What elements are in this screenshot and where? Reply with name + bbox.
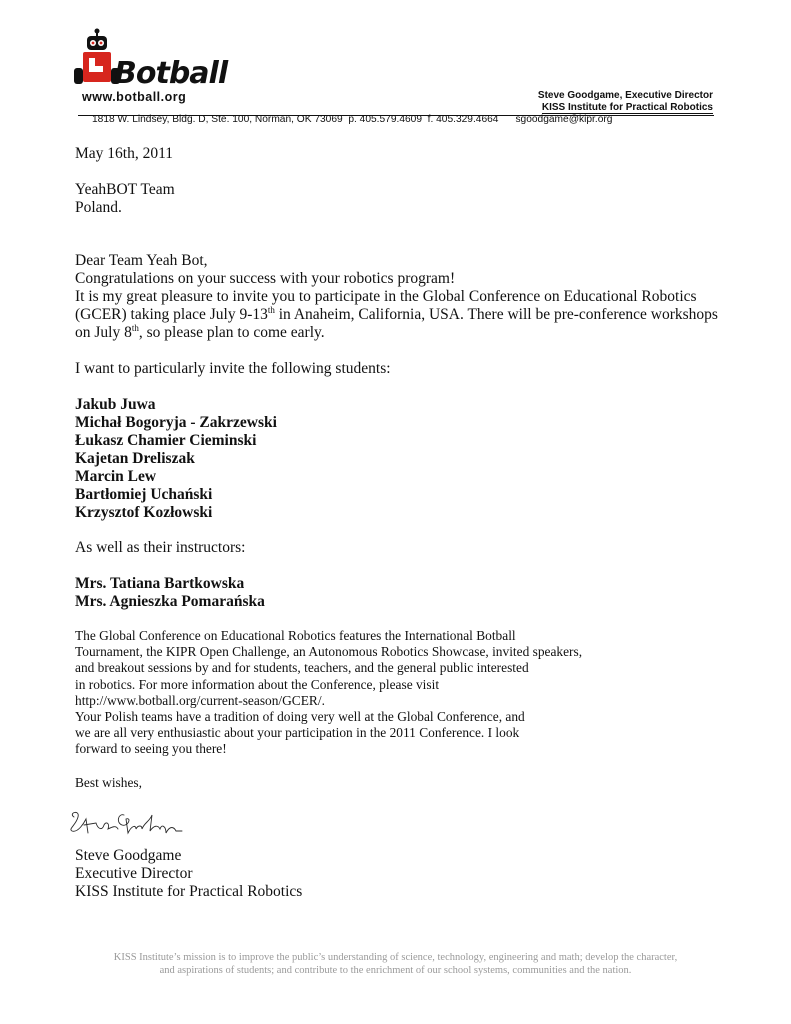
body-line: Your Polish teams have a tradition of doing very well at the Global Conference, and: [75, 709, 525, 724]
logo-url: www.botball.org: [82, 90, 187, 104]
signer-org: KISS Institute for Practical Robotics: [75, 883, 303, 900]
instructors-intro: As well as their instructors:: [75, 539, 246, 556]
recipient-line1: YeahBOT Team: [75, 181, 175, 198]
student-name: Jakub Juwa: [75, 396, 156, 413]
email-text: sgoodgame@kipr.org: [515, 114, 613, 125]
student-name: Kajetan Dreliszak: [75, 450, 195, 467]
mission-footer-line1: KISS Institute’s mission is to improve the public’s understanding of science, technology, engineering and math; develop the character,: [113, 952, 678, 963]
sender-name-title: Steve Goodgame, Executive Director: [537, 90, 713, 101]
para1-line2: It is my great pleasure to invite you to participate in the Global Conference on Educational Robotics: [75, 288, 697, 305]
body-line: in robotics. For more information about the Conference, please visit: [75, 677, 440, 692]
para1-line3-b: in Anaheim, California, USA. There will be pre-conference workshops: [274, 306, 718, 323]
signer-name: Steve Goodgame: [75, 847, 182, 864]
conference-link[interactable]: http://www.botball.org/current-season/GCER/.: [75, 693, 325, 708]
para1-line4-sup: th: [131, 323, 139, 333]
para1-line3-a: (GCER) taking place July 9-13: [75, 306, 268, 323]
body-line: Tournament, the KIPR Open Challenge, an Autonomous Robotics Showcase, invited speakers,: [75, 644, 583, 659]
para1-line3: [75, 306, 718, 324]
para1-line3-sup: th: [267, 305, 275, 315]
letter-date: May 16th, 2011: [75, 145, 174, 162]
mission-footer-line2: and aspirations of students; and contribute to the enrichment of our school systems, communities and the nation.: [159, 965, 632, 976]
student-name: Bartłomiej Uchański: [75, 486, 213, 503]
student-name: Łukasz Chamier Cieminski: [75, 432, 257, 449]
closing: Best wishes,: [75, 775, 142, 790]
recipient-line2: Poland.: [75, 199, 122, 216]
signer-title: Executive Director: [75, 865, 193, 882]
para1-line4: [75, 324, 325, 342]
sender-block: [538, 90, 713, 114]
para1-line4-a: on July 8: [75, 324, 132, 341]
student-name: Michał Bogoryja - Zakrzewski: [75, 414, 277, 431]
student-name: Marcin Lew: [75, 468, 157, 485]
address-text: 1818 W. Lindsey, Bldg. D, Ste. 100, Norman, OK 73069 p. 405.579.4609 f. 405.329.4664: [92, 114, 499, 125]
sender-org: KISS Institute for Practical Robotics: [541, 102, 713, 113]
instructor-name: Mrs. Tatiana Bartkowska: [75, 575, 245, 592]
para1-line1: Congratulations on your success with your robotics program!: [75, 270, 456, 287]
body-line: forward to seeing you there!: [75, 741, 227, 756]
logo-wordmark: Botball: [114, 56, 228, 91]
address-line: [92, 114, 612, 125]
body-line: and breakout sessions by and for students, teachers, and the general public interested: [75, 660, 529, 675]
handwritten-signature: [66, 803, 186, 843]
botball-logo: [70, 28, 240, 108]
body-line: The Global Conference on Educational Robotics features the International Botball: [75, 628, 516, 643]
student-name: Krzysztof Kozłowski: [75, 504, 213, 521]
body-line: we are all very enthusiastic about your participation in the 2011 Conference. I look: [75, 725, 520, 740]
instructor-name: Mrs. Agnieszka Pomarańska: [75, 593, 265, 610]
para1-line4-b: , so please plan to come early.: [138, 324, 325, 341]
salutation: Dear Team Yeah Bot,: [75, 252, 208, 269]
students-intro: I want to particularly invite the following students:: [75, 360, 391, 377]
